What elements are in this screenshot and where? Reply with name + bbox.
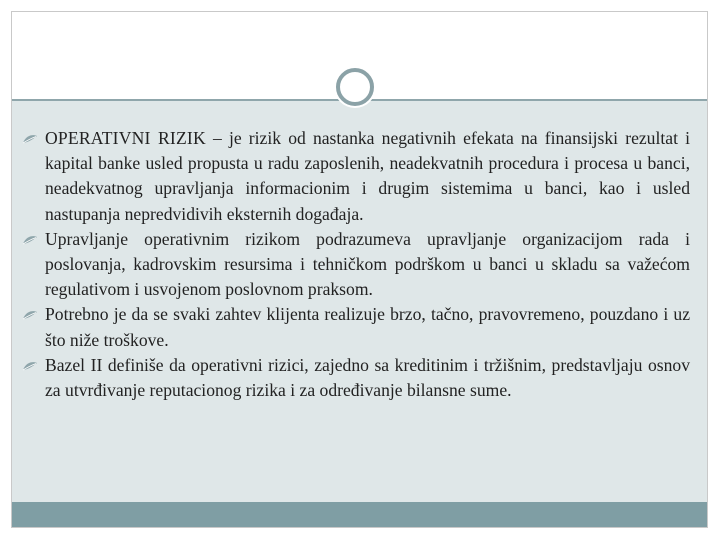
bullet-text: Upravljanje operativnim rizikom podrazumeva upravljanje organizacijom rada i poslovanja, kadrovskim resursima i tehničkom podrškom u banci u skladu sa važećom regulativom i usvojenom poslovnom praksom. bbox=[45, 228, 690, 300]
bullet-item bbox=[20, 353, 690, 403]
circle-ornament-icon bbox=[336, 68, 374, 106]
bullet-term: OPERATIVNI RIZIK bbox=[45, 128, 206, 148]
slide-footer-bar bbox=[12, 502, 707, 527]
bullet-list bbox=[20, 126, 690, 403]
bullet-item bbox=[20, 126, 690, 227]
bullet-text: – je rizik od nastanka negativnih efekata na finansijski rezultat i kapital banke usled propusta u radu zaposlenih, neadekvatnih procedura i procesa u banci, neadekvatnog upravljanja informacionim i drugim sistemima u banci, kao i usled nastupanja nepredvidivih eksternih događaja. bbox=[45, 128, 690, 224]
bullet-text: Potrebno je da se svaki zahtev klijenta realizuje brzo, tačno, pravovremeno, pouzdano i uz što niže troškove. bbox=[45, 304, 690, 350]
bullet-item bbox=[20, 302, 690, 352]
bullet-text: Bazel II definiše da operativni rizici, zajedno sa kreditinim i tržišnim, predstavljaju osnov za utvrđivanje reputacionog rizika i za određivanje bilansne sume. bbox=[45, 354, 690, 401]
leaf-bullet-icon bbox=[22, 361, 38, 372]
leaf-bullet-icon bbox=[22, 134, 38, 145]
leaf-bullet-icon bbox=[22, 310, 38, 321]
bullet-item bbox=[20, 227, 690, 303]
leaf-bullet-icon bbox=[22, 235, 38, 246]
